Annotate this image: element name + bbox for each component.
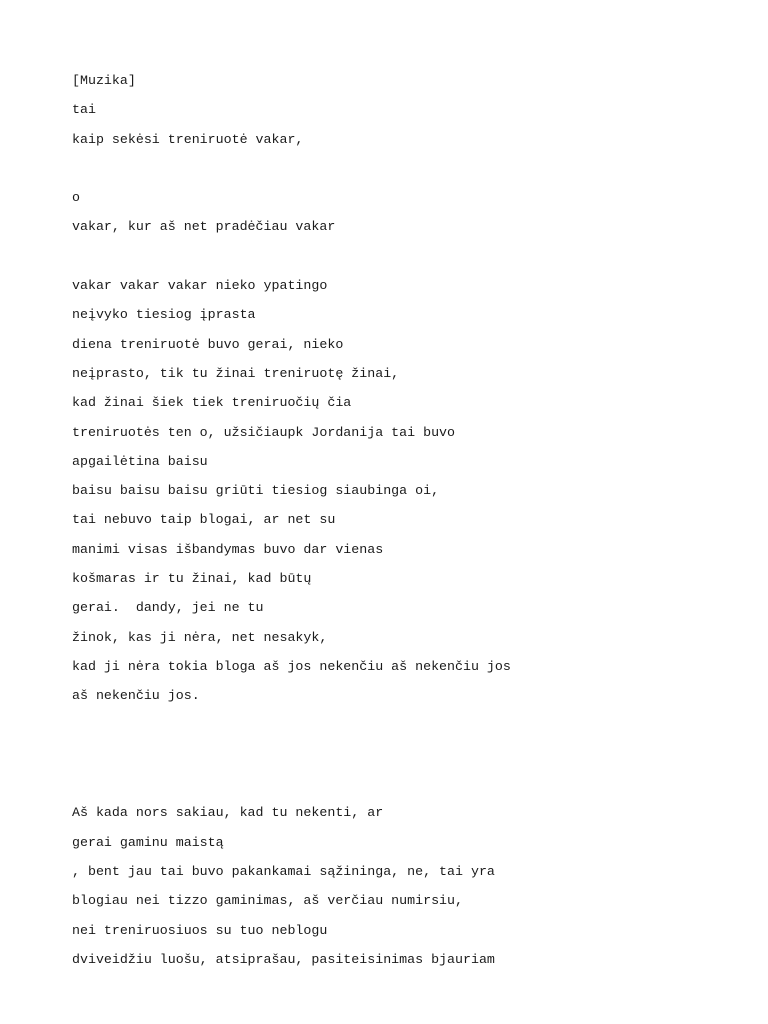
text-line: [Muzika] [72, 73, 136, 88]
text-line: vakar vakar vakar nieko ypatingo [72, 278, 328, 294]
text-line: diena treniruotė buvo gerai, nieko [72, 336, 344, 352]
text-line: kad ji nėra tokia bloga aš jos nekenčiu aš nekenčiu jos [72, 658, 511, 674]
blank-line [72, 154, 712, 183]
text-line: nei treniruosiuos su tuo neblogu [72, 922, 328, 938]
text-line: baisu baisu baisu griūti tiesiog siaubinga oi, [72, 483, 440, 499]
document-body [72, 66, 712, 974]
text-line: Aš kada nors sakiau, kad tu nekenti, ar [72, 805, 384, 821]
blank-line [72, 769, 712, 798]
text-line: apgailėtina baisu [72, 453, 208, 469]
blank-line [72, 711, 712, 740]
text-line: , bent jau tai buvo pakankamai sąžininga, ne, tai yra [72, 864, 495, 880]
text-line: košmaras ir tu žinai, kad būtų [72, 571, 312, 587]
text-line: vakar, kur aš net pradėčiau vakar [72, 219, 336, 235]
blank-line [72, 740, 712, 769]
text-line: manimi visas išbandymas buvo dar vienas [72, 541, 384, 557]
text-line: kaip sekėsi treniruotė vakar, [72, 131, 304, 147]
text-line: kad žinai šiek tiek treniruočių čia [72, 395, 352, 411]
text-line: gerai gaminu maistą [72, 834, 224, 850]
text-line: žinok, kas ji nėra, net nesakyk, [72, 629, 328, 645]
text-line: dviveidžiu luošu, atsiprašau, pasiteisinimas bjauriam [72, 951, 495, 967]
text-line: blogiau nei tizzo gaminimas, aš verčiau numirsiu, [72, 893, 463, 909]
text-line: o [72, 190, 80, 206]
text-line: aš nekenčiu jos. [72, 688, 200, 704]
text-line: neįvyko tiesiog įprasta [72, 307, 256, 323]
text-line: neįprasto, tik tu žinai treniruotę žinai, [72, 365, 400, 381]
text-line: gerai. dandy, jei ne tu [72, 600, 264, 616]
blank-line [72, 242, 712, 271]
text-line: treniruotės ten o, užsičiaupk Jordanija tai buvo [72, 424, 456, 440]
text-line: tai [72, 102, 96, 118]
text-line: tai nebuvo taip blogai, ar net su [72, 512, 336, 528]
